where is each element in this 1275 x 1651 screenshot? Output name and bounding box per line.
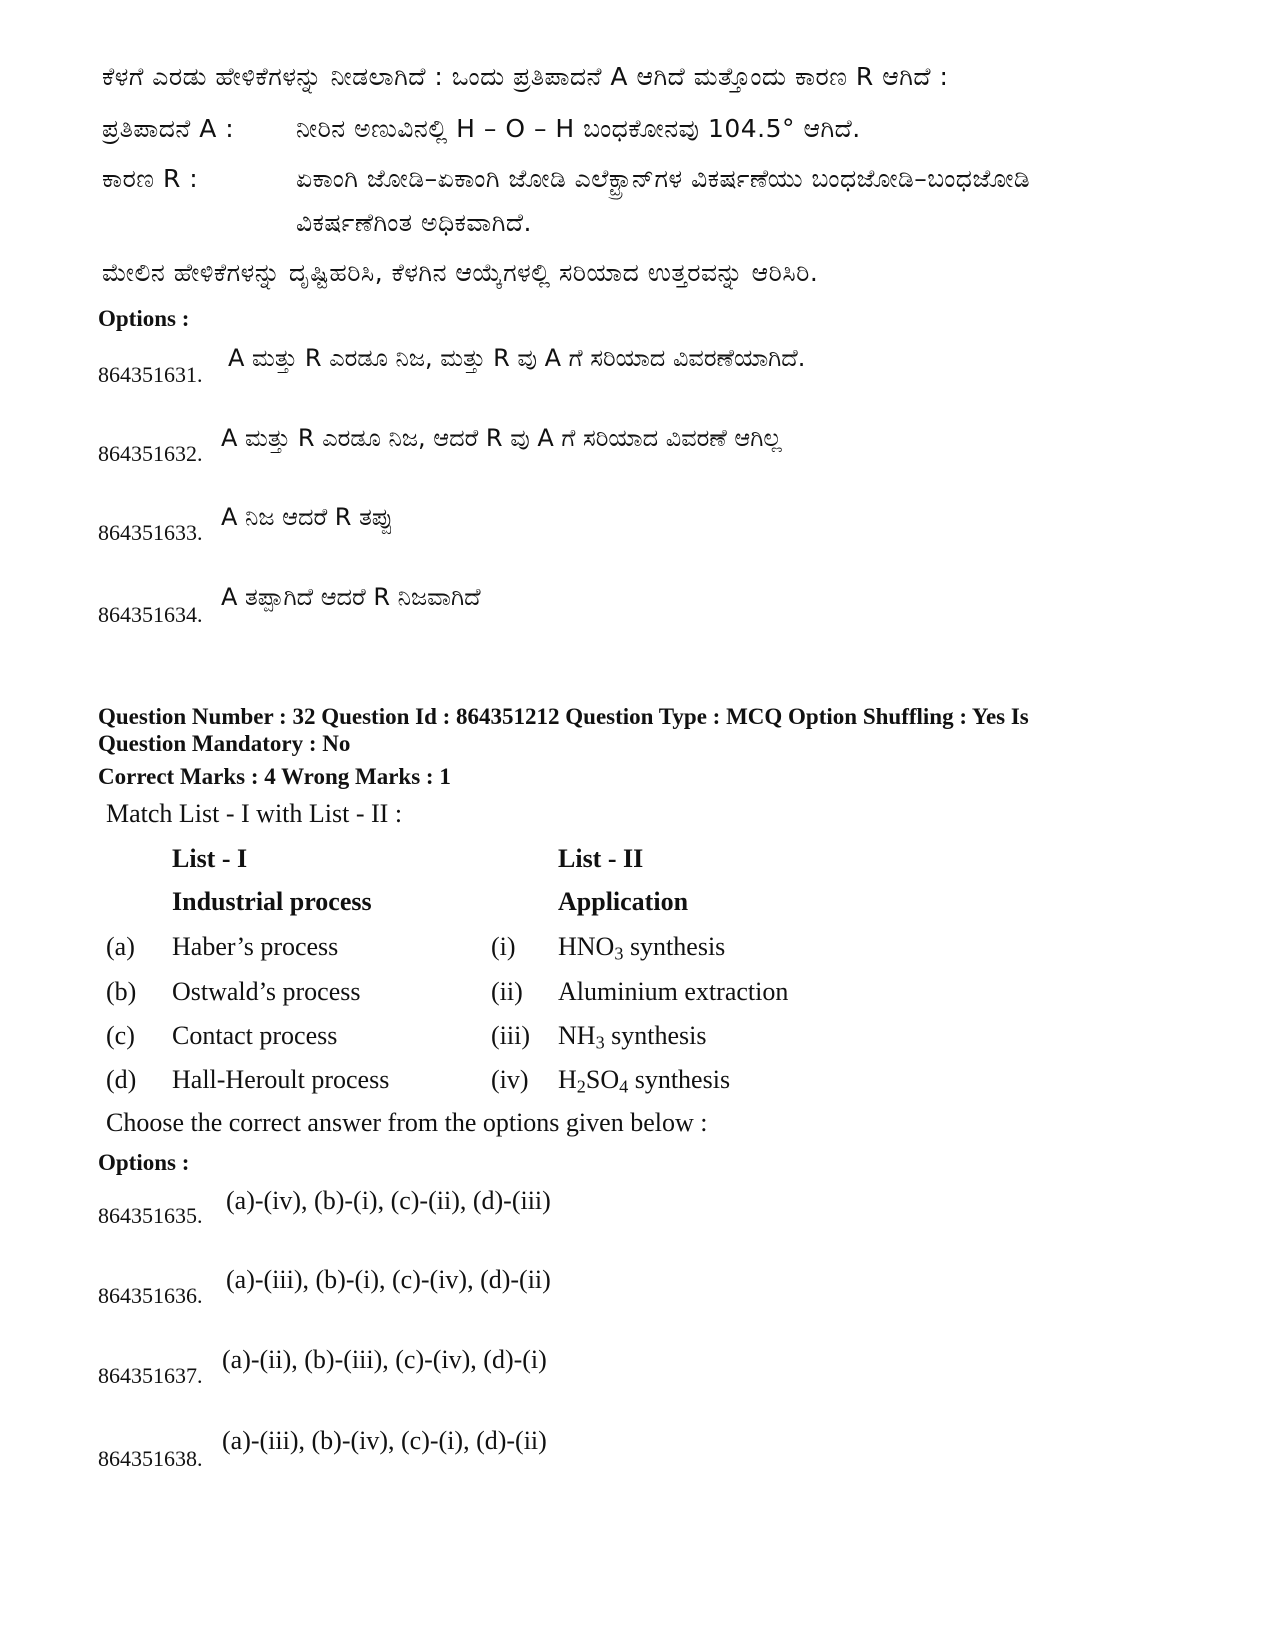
option-text[interactable]: A ತಪ್ಪಾಗಿದೆ ಆದರೆ R ನಿಜವಾಗಿದೆ	[221, 583, 481, 611]
list1-label: (d)	[106, 1065, 137, 1094]
option-text[interactable]: (a)-(iv), (b)-(i), (c)-(ii), (d)-(iii)	[226, 1186, 551, 1215]
list2-title: List - II	[558, 844, 644, 873]
list1-process: Haber’s process	[172, 932, 339, 961]
option-text[interactable]: A ನಿಜ ಆದರೆ R ತಪ್ಪು	[221, 503, 394, 531]
option-text[interactable]: (a)-(ii), (b)-(iii), (c)-(iv), (d)-(i)	[222, 1345, 547, 1374]
option-id: 864351635.	[98, 1203, 203, 1228]
list2-subtitle: Application	[558, 887, 689, 916]
list2-application: $NH_3$ synthesis	[558, 1021, 707, 1053]
q31-reason-label: ಕಾರಣ R :	[102, 164, 199, 193]
list1-title: List - I	[172, 844, 248, 873]
q31-intro: ಕೆಳಗೆ ಎರಡು ಹೇಳಿಕೆಗಳನ್ನು ನೀಡಲಾಗಿದೆ : ಒಂದು ಪ್ರತಿಪಾದನೆ A ಆಗಿದೆ ಮತ್ತೊಂದು ಕಾರಣ R ಆಗಿದೆ :	[102, 62, 949, 91]
q31-assertion-text: ನೀರಿನ ಅಣುವಿನಲ್ಲಿ H – O – H ಬಂಧಕೋನವು 104.5° ಆಗಿದೆ.	[296, 114, 861, 143]
list1-subtitle: Industrial process	[172, 887, 372, 916]
q31-instruction: ಮೇಲಿನ ಹೇಳಿಕೆಗಳನ್ನು ದೃಷ್ಟಿಹರಿಸಿ, ಕೆಳಗಿನ ಆಯ್ಕೆಗಳಲ್ಲಿ ಸರಿಯಾದ ಉತ್ತರವನ್ನು ಆರಿಸಿರಿ.	[102, 258, 819, 287]
list2-application: $H_2SO_4$ synthesis	[558, 1065, 731, 1097]
option-id: 864351638.	[98, 1446, 203, 1471]
q31-assertion-label: ಪ್ರತಿಪಾದನೆ A :	[102, 114, 235, 143]
option-text[interactable]: A ಮತ್ತು R ಎರಡೂ ನಿಜ, ಮತ್ತು R ವು A ಗೆ ಸರಿಯಾದ ವಿವರಣೆಯಾಗಿದೆ.	[228, 344, 806, 372]
q32-meta-line1: Question Number : 32 Question Id : 864351212 Question Type : MCQ Option Shuffling : Yes Is	[98, 704, 1029, 729]
list2-label: (iii)	[491, 1021, 530, 1050]
option-id: 864351633.	[98, 520, 203, 545]
list1-label: (b)	[106, 977, 137, 1006]
option-id: 864351631.	[98, 362, 203, 387]
q32-options-label: Options :	[98, 1150, 190, 1175]
q32-meta-line2: Question Mandatory : No	[98, 731, 351, 756]
list2-label: (i)	[491, 932, 516, 961]
option-id: 864351634.	[98, 602, 203, 627]
list1-label: (a)	[106, 932, 135, 961]
list2-label: (iv)	[491, 1065, 529, 1094]
q31-reason-text-line1: ಏಕಾಂಗಿ ಜೋಡಿ–ಏಕಾಂಗಿ ಜೋಡಿ ಎಲೆಕ್ಟ್ರಾನ್‌ಗಳ ವಿಕರ್ಷಣೆಯು ಬಂಧಜೋಡಿ–ಬಂಧಜೋಡಿ	[296, 164, 1031, 193]
q31-options-label: Options :	[98, 306, 190, 331]
option-id: 864351632.	[98, 441, 203, 466]
option-id: 864351636.	[98, 1283, 203, 1308]
list1-process: Ostwald’s process	[172, 977, 361, 1006]
q32-choose-instruction: Choose the correct answer from the options given below :	[106, 1108, 708, 1137]
list2-application: Aluminium extraction	[558, 977, 789, 1006]
option-text[interactable]: (a)-(iii), (b)-(iv), (c)-(i), (d)-(ii)	[222, 1426, 547, 1455]
list2-label: (ii)	[491, 977, 523, 1006]
q32-stem: Match List - I with List - II :	[106, 799, 403, 828]
q31-reason-text-line2: ವಿಕರ್ಷಣೆಗಿಂತ ಅಧಿಕವಾಗಿದೆ.	[296, 208, 532, 237]
option-text[interactable]: A ಮತ್ತು R ಎರಡೂ ನಿಜ, ಆದರೆ R ವು A ಗೆ ಸರಿಯಾದ ವಿವರಣೆ ಆಗಿಲ್ಲ	[221, 424, 782, 452]
list2-application: $HNO_3$ synthesis	[558, 932, 726, 964]
list1-process: Contact process	[172, 1021, 338, 1050]
list1-label: (c)	[106, 1021, 135, 1050]
q32-marks: Correct Marks : 4 Wrong Marks : 1	[98, 764, 451, 789]
option-id: 864351637.	[98, 1363, 203, 1388]
list1-process: Hall-Heroult process	[172, 1065, 390, 1094]
option-text[interactable]: (a)-(iii), (b)-(i), (c)-(iv), (d)-(ii)	[226, 1265, 551, 1294]
